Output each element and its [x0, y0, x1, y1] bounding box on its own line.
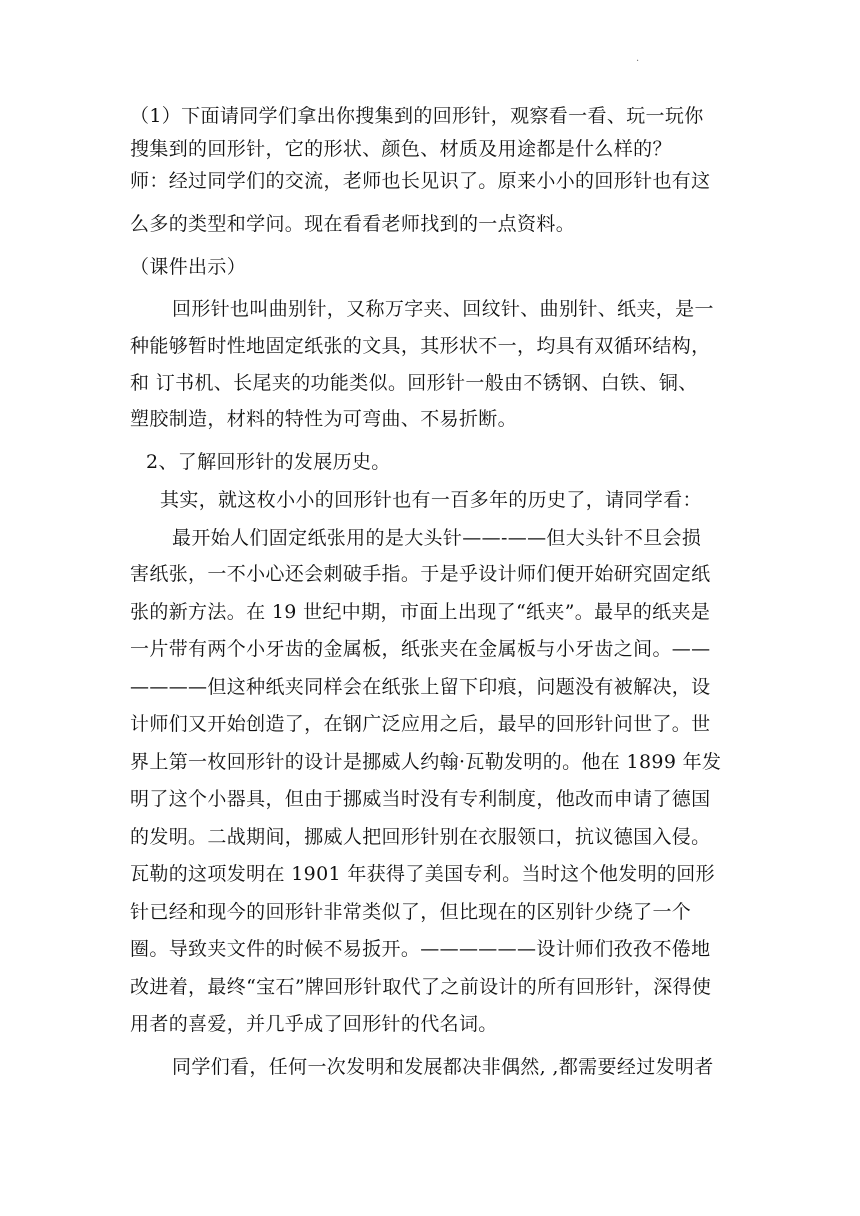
text-line: （1）下面请同学们拿出你搜集到的回形针，观察看一看、玩一玩你 — [130, 105, 704, 127]
text-line: 圈。导致夹文件的时候不易扳开。——————设计师们孜孜不倦地 — [130, 938, 711, 960]
text-line: 界上第一枚回形针的设计是挪威人约翰·瓦勒发明的。他在 1899 年发 — [130, 751, 722, 773]
text-line: 最开始人们固定纸张用的是大头针——-——但大头针不旦会损 — [172, 527, 702, 549]
text-line: 害纸张，一不小心还会刺破手指。于是乎设计师们便开始研究固定纸 — [130, 563, 711, 585]
text-line: 用者的喜爱，并几乎成了回形针的代名词。 — [130, 1013, 498, 1035]
text-line: ————但这种纸夹同样会在纸张上留下印痕，问题没有被解决，设 — [130, 676, 711, 698]
text-line: 回形针也叫曲别针，又称万字夹、回纹针、曲别针、纸夹，是一 — [172, 298, 714, 320]
text-line: 瓦勒的这项发明在 1901 年获得了美国专利。当时这个他发明的回形 — [130, 863, 715, 885]
text-line: 搜集到的回形针，它的形状、颜色、材质及用途都是什么样的？ — [130, 138, 672, 160]
text-line: 一片带有两个小牙齿的金属板，纸张夹在金属板与小牙齿之间。—— — [130, 638, 711, 660]
text-line: 和 订书机、长尾夹的功能类似。回形针一般由不锈钢、白铁、铜、 — [130, 372, 698, 394]
text-line: 么多的类型和学问。现在看看老师找到的一点资料。 — [130, 213, 576, 235]
text-line: 针已经和现今的回形针非常类似了，但比现在的区别针少绕了一个 — [130, 901, 692, 923]
text-line: 种能够暂时性地固定纸张的文具，其形状不一，均具有双循环结构， — [130, 335, 711, 357]
text-line: 塑胶制造，材料的特性为可弯曲、不易折断。 — [130, 408, 518, 430]
text-line: 师：经过同学们的交流，老师也长见识了。原来小小的回形针也有这 — [130, 170, 711, 192]
text-line: （课件出示） — [130, 256, 247, 278]
text-line: 的发明。二战期间，挪威人把回形针别在衣服领口，抗议德国入侵。 — [130, 826, 711, 848]
text-line: 计师们又开始创造了，在钢广泛应用之后，最早的回形针问世了。世 — [130, 713, 711, 735]
text-line: 张的新方法。在 19 世纪中期，市面上出现了“纸夹”。最早的纸夹是 — [130, 601, 711, 623]
text-line: 同学们看，任何一次发明和发展都决非偶然, ,都需要经过发明者 — [172, 1056, 714, 1078]
corner-mark: · — [636, 56, 640, 67]
text-line: 2、了解回形针的发展历史。 — [146, 451, 391, 473]
text-line: 其实，就这枚小小的回形针也有一百多年的历史了，请同学看： — [160, 489, 702, 511]
text-line: 明了这个小器具，但由于挪威当时没有专利制度，他改而申请了德国 — [130, 788, 711, 810]
text-line: 改进着，最终“宝石”牌回形针取代了之前设计的所有回形针，深得使 — [130, 976, 712, 998]
